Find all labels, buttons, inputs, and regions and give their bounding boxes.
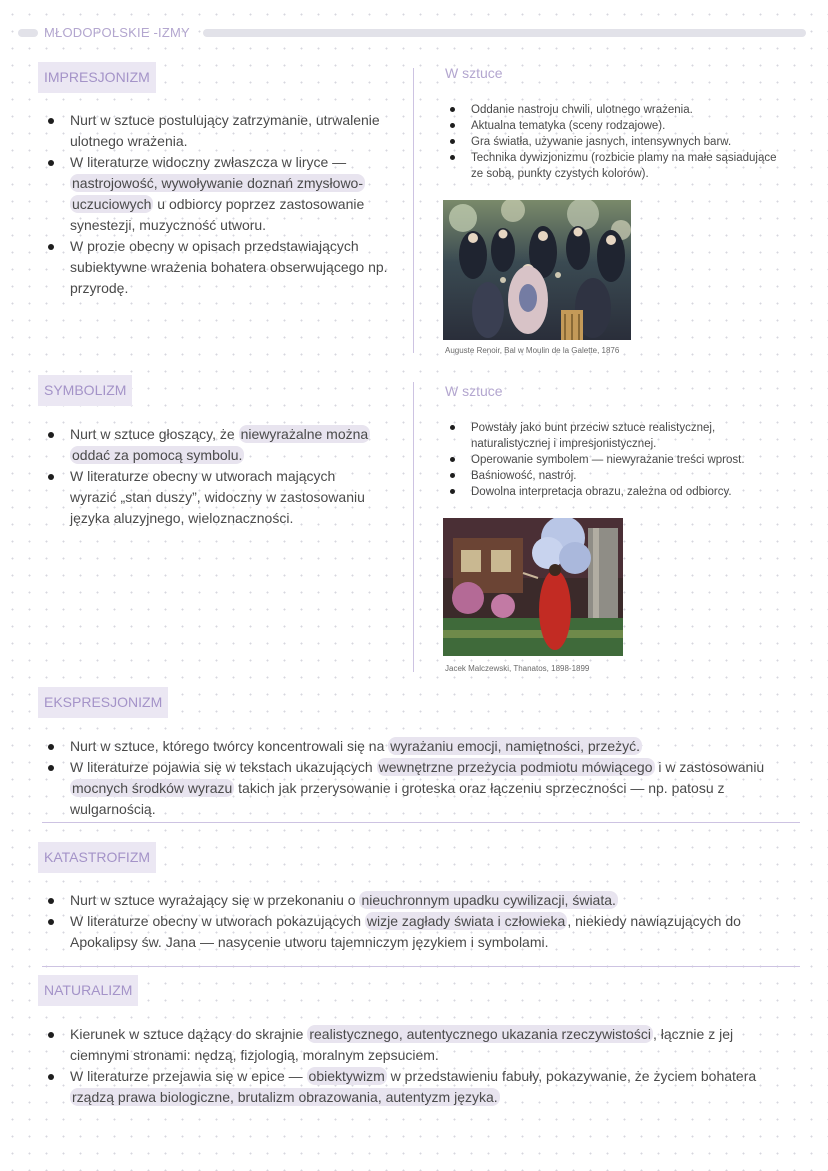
column-divider [413, 68, 414, 353]
item-text: Baśniowość, nastrój. [471, 470, 577, 482]
section-divider-2 [42, 966, 800, 967]
item-text: Kierunek w sztuce dążący do skrajnie [70, 1026, 308, 1042]
item-text: Nurt w sztuce postulujący zatrzymanie, utrwalenie ulotnego wrażenia. [70, 112, 380, 149]
symbolizm-art-label: W sztuce [445, 383, 503, 399]
item-text: W prozie obecny w opisach przedstawiających subiektywne wrażenia bohatera obserwującego np. przyrodę. [70, 238, 388, 296]
impresjonizm-art-label: W sztuce [445, 65, 503, 81]
highlighted-text: obiektywizm [308, 1068, 385, 1084]
list-item [45, 466, 385, 529]
section-label-katastrofizm: KATASTROFIZM [38, 842, 156, 873]
list-item [45, 236, 395, 299]
list-item [45, 911, 795, 953]
highlighted-text: wewnętrzne przeżycia podmiotu mówiącego [378, 759, 653, 775]
ekspresjonizm-list [45, 736, 795, 820]
page-title: MŁODOPOLSKIE -IZMY [44, 25, 190, 40]
list-item [45, 424, 385, 466]
list-item [446, 134, 791, 150]
list-item [45, 736, 795, 757]
page-header [18, 26, 808, 40]
list-item [446, 452, 791, 468]
header-pill-right [203, 29, 806, 37]
item-text: Dowolna interpretacja obrazu, zależna od odbiorcy. [471, 486, 732, 498]
item-text: Oddanie nastroju chwili, ulotnego wrażenia. [471, 104, 693, 116]
item-text: Nurt w sztuce głoszący, że [70, 426, 239, 442]
highlighted-text: nieuchronnym upadku cywilizacji, świata. [361, 892, 616, 908]
painting-renoir-bal-moulin-de-la-galette [443, 200, 631, 340]
list-item [446, 420, 791, 452]
highlighted-text: realistycznego, autentycznego ukazania rzeczywistości [309, 1026, 651, 1042]
column-divider-2 [413, 382, 414, 672]
impresjonizm-list [45, 110, 395, 299]
item-text: Powstały jako bunt przeciw sztuce realistycznej, naturalistycznej i impresjonistycznej. [471, 422, 716, 450]
item-text: , niekiedy nawiązujących do Apokalipsy św. Jana — nasycenie utworu tajemniczym językiem i symbolami. [70, 913, 741, 950]
highlighted-text: wyrażaniu emocji, namiętności, przeżyć. [390, 738, 641, 754]
highlighted-text: niewyrażalne można oddać za pomocą symbolu. [72, 426, 369, 463]
list-item [45, 1066, 795, 1108]
highlighted-text: mocnych środków wyrazu [72, 780, 233, 796]
caption-renoir: Auguste Renoir, Bal w Moulin de la Galette, 1876 [445, 346, 620, 355]
item-text: , łącznie z jej ciemnymi stronami: nędzą, fizjologią, moralnym zepsuciem. [70, 1026, 734, 1063]
list-item [45, 757, 795, 820]
item-text: W literaturze pojawia się w tekstach ukazujących [70, 759, 377, 775]
list-item [446, 150, 791, 182]
impresjonizm-art-list [446, 102, 791, 182]
item-text: Aktualna tematyka (sceny rodzajowe). [471, 120, 666, 132]
list-item [45, 1024, 795, 1066]
item-text: W literaturze obecny w utworach mających wyrazić „stan duszy”, widoczny w zastosowaniu języka aluzyjnego, wieloznaczności. [70, 468, 365, 526]
section-label-ekspresjonizm: EKSPRESJONIZM [38, 687, 168, 718]
katastrofizm-list [45, 890, 795, 953]
list-item [446, 102, 791, 118]
item-text: W literaturze przejawia się w epice — [70, 1068, 307, 1084]
symbolizm-art-list [446, 420, 791, 500]
section-label-impresjonizm: IMPRESJONIZM [38, 62, 156, 93]
section-label-naturalizm: NATURALIZM [38, 975, 138, 1006]
section-divider [42, 822, 800, 823]
highlighted-text: wizje zagłady świata i człowieka [366, 913, 566, 929]
item-text: i w zastosowaniu [654, 759, 765, 775]
item-text: Technika dywizjonizmu (rozbicie plamy na małe sąsiadujące ze sobą, punkty czystych kolorów). [471, 152, 777, 180]
item-text: W literaturze widoczny zwłaszcza w liryce — [70, 154, 347, 170]
item-text: u odbiorcy poprzez zastosowanie synestezji, muzyczność utworu. [70, 196, 365, 233]
item-text: Operowanie symbolem — niewyrażanie treści wprost. [471, 454, 745, 466]
list-item [446, 468, 791, 484]
item-text: W literaturze obecny w utworach pokazujących [70, 913, 365, 929]
item-text: Nurt w sztuce wyrażający się w przekonaniu o [70, 892, 360, 908]
item-text: Gra światła, używanie jasnych, intensywnych barw. [471, 136, 732, 148]
painting-malczewski-thanatos [443, 518, 623, 656]
item-text: w przedstawieniu fabuły, pokazywanie, że życiem bohatera [386, 1068, 757, 1084]
list-item [45, 152, 395, 236]
item-text: Nurt w sztuce, którego twórcy koncentrowali się na [70, 738, 389, 754]
symbolizm-list [45, 424, 385, 529]
list-item [446, 484, 791, 500]
naturalizm-list [45, 1024, 795, 1108]
caption-malczewski: Jacek Malczewski, Thanatos, 1898-1899 [445, 664, 590, 673]
highlighted-text: nastrojowość, wywoływanie doznań zmysłowo-uczuciowych [72, 175, 364, 212]
list-item [45, 890, 795, 911]
highlighted-text: rządzą prawa biologiczne, brutalizm obrazowania, autentyzm języka. [72, 1089, 498, 1105]
section-label-symbolizm: SYMBOLIZM [38, 375, 132, 406]
item-text: takich jak przerysowanie i groteska oraz łączeniu sprzeczności — np. patosu z wulgarnością. [70, 780, 725, 817]
list-item [45, 110, 395, 152]
header-pill-left [18, 29, 38, 37]
list-item [446, 118, 791, 134]
